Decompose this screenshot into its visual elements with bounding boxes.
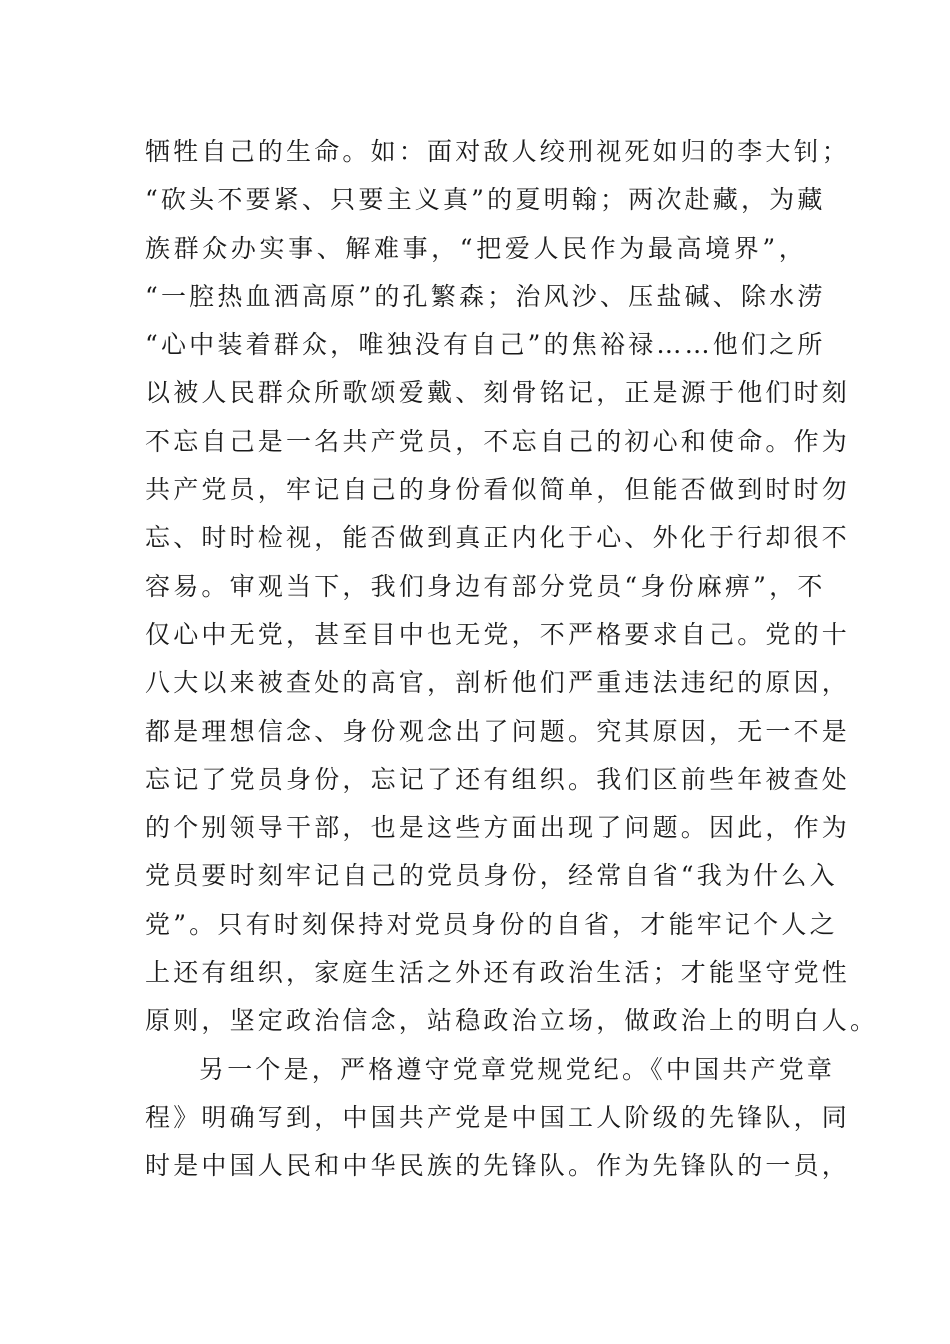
- body-text: [145, 128, 879, 1191]
- text-line: 忘记了党员身份，忘记了还有组织。我们区前些年被查处: [145, 764, 851, 794]
- text-line: “一腔热血洒高原”的孔繁森；治风沙、压盐碱、除水涝: [145, 281, 826, 311]
- text-line: 忘、时时检视，能否做到真正内化于心、外化于行却很不: [145, 523, 851, 553]
- text-line: 不忘自己是一名共产党员，不忘自己的初心和使命。作为: [145, 426, 851, 456]
- text-line: “砍头不要紧、只要主义真”的夏明翰；两次赴藏，为藏: [145, 185, 826, 215]
- text-line: “心中装着群众，唯独没有自己”的焦裕禄……他们之所: [145, 330, 826, 360]
- text-line: 上还有组织，家庭生活之外还有政治生活；才能坚守党性: [145, 958, 851, 988]
- text-line: 时是中国人民和中华民族的先锋队。作为先锋队的一员，: [145, 1151, 851, 1181]
- text-line: 党”。只有时刻保持对党员身份的自省，才能牢记个人之: [145, 909, 838, 939]
- text-line: 的个别领导干部，也是这些方面出现了问题。因此，作为: [145, 813, 851, 843]
- text-line: 共产党员，牢记自己的身份看似简单，但能否做到时时勿: [145, 475, 851, 505]
- text-line: 党员要时刻牢记自己的党员身份，经常自省“我为什么入: [145, 861, 838, 891]
- text-line: 以被人民群众所歌颂爱戴、刻骨铭记，正是源于他们时刻: [145, 378, 851, 408]
- text-line: 都是理想信念、身份观念出了问题。究其原因，无一不是: [145, 716, 851, 746]
- paragraph-start-line: 另一个是，严格遵守党章党规党纪。《中国共产党章: [199, 1054, 836, 1084]
- text-line: 程》明确写到，中国共产党是中国工人阶级的先锋队，同: [145, 1102, 851, 1132]
- text-line: 牺牲自己的生命。如：面对敌人绞刑视死如归的李大钊；: [145, 137, 851, 166]
- text-line: 八大以来被查处的高官，剖析他们严重违法违纪的原因，: [145, 668, 851, 698]
- text-line: 族群众办实事、解难事，“把爱人民作为最高境界”，: [145, 233, 807, 263]
- text-line: 容易。审观当下，我们身边有部分党员“身份麻痹”，不: [145, 571, 826, 601]
- paragraph-end-line: 原则，坚定政治信念，站稳政治立场，做政治上的明白人。: [145, 1006, 879, 1036]
- text-line: 仅心中无党，甚至目中也无党，不严格要求自己。党的十: [145, 619, 851, 649]
